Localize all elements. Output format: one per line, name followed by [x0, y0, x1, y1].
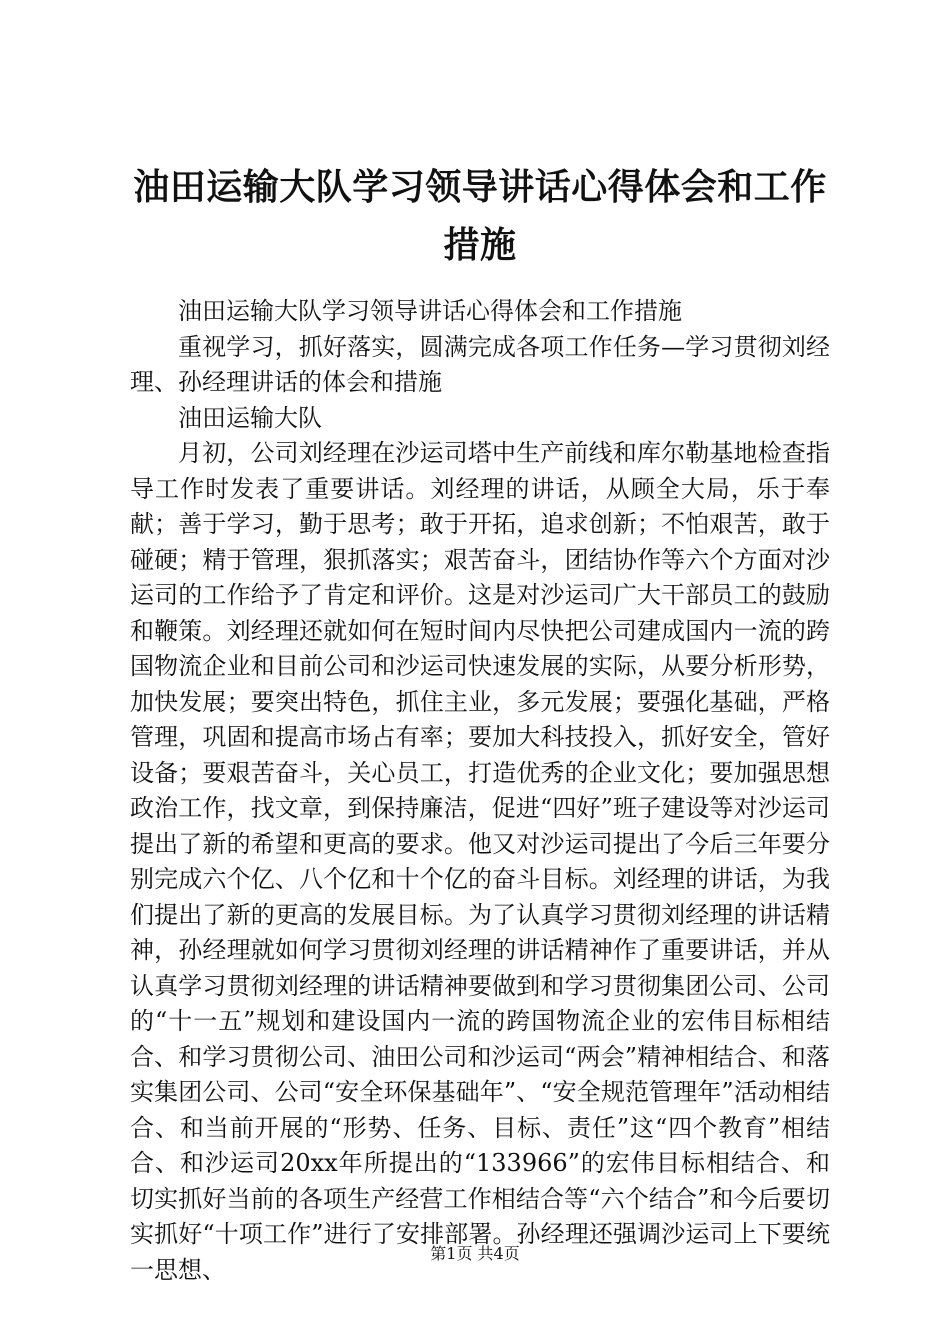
paragraph-subtitle: 油田运输大队学习领导讲话心得体会和工作措施 [178, 297, 682, 325]
paragraph-main: 月初，公司刘经理在沙运司塔中生产前线和库尔勒基地检查指导工作时发表了重要讲话。刘经理的讲话，从顾全大局，乐于奉献；善于学习，勤于思考；敢于开拓，追求创新；不怕艰苦，敢于碰硬；精于管理，狠抓落实；艰苦奋斗，团结协作等六个方面对沙运司的工作给予了肯定和评价。这是对沙运司广大干部员工的鼓励和鞭策。刘经理还就如何在短时间内尽快把公司建成国内一流的跨国物流企业和目前公司和沙运司快速发展的实际，从要分析形势，加快发展；要突出特色，抓住主业，多元发展；要强化基础，严格管理，巩固和提高市场占有率；要加大科技投入，抓好安全，管好设备；要艰苦奋斗，关心员工，打造优秀的企业文化；要加强思想政治工作，找文章，到保持廉洁，促进“四好”班子建设等对沙运司提出了新的希望和更高的要求。他又对沙运司提出了今后三年要分别完成六个亿、八个亿和十个亿的奋斗目标。刘经理的讲话，为我们提出了新的更高的发展目标。为了认真学习贯彻刘经理的讲话精神，孙经理就如何学习贯彻刘经理的讲话精神作了重要讲话，并从认真学习贯彻刘经理的讲话精神要做到和学习贯彻集团公司、公司的“十一五”规划和建设国内一流的跨国物流企业的宏伟目标相结合、和学习贯彻公司、油田公司和沙运司“两会”精神相结合、和落实集团公司、公司“安全环保基础年”、“安全规范管理年”活动相结合、和当前开展的“形势、任务、目标、责任”这“四个教育”相结合、和沙运司20xx年所提出的“133966”的宏伟目标相结合、和切实抓好当前的各项生产经营工作相结合等“六个结合”和今后要切实抓好“十项工作”进行了安排部署。孙经理还强调沙运司上下要统一思想、 [130, 439, 830, 1284]
paragraph-heading: 重视学习，抓好落实，圆满完成各项工作任务—学习贯彻刘经理、孙经理讲话的体会和措施 [130, 332, 830, 396]
paragraph-author: 油田运输大队 [178, 403, 322, 432]
document-title: 油田运输大队学习领导讲话心得体会和工作措施 [133, 166, 827, 266]
page-footer: 第1页 共4页 [430, 1244, 520, 1263]
document-body [130, 294, 830, 1288]
